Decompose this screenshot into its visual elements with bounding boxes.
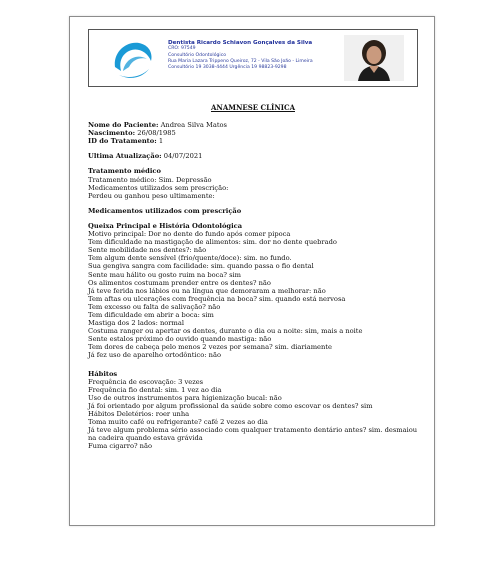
document-page — [69, 16, 435, 526]
habit-line: Frequência fio dental: sim. 1 vez ao dia — [88, 385, 222, 394]
complaint-line: Tem dores de cabeça pelo menos 2 vezes por semana? sim. diariamente — [88, 343, 332, 352]
clinic-logo-icon — [109, 37, 155, 81]
clinic-info — [168, 40, 313, 71]
section-heading-habits: Hábitos — [88, 369, 118, 378]
treatment-id-row — [88, 137, 418, 145]
complaint-line: Costuma ranger ou apertar os dentes, durante o dia ou a noite: sim, mais a noite — [88, 327, 363, 336]
treatment-id-label: ID do Tratamento: — [88, 137, 157, 146]
section-heading-complaint: Queixa Principal e História Odontológica — [88, 221, 243, 230]
last-update-label: Ultima Atualização: — [88, 152, 162, 161]
complaint-line: Já fez uso de aparelho ortodôntico: não — [88, 351, 221, 360]
complaint-line: Sente mau hálito ou gosto ruim na boca? sim — [88, 270, 242, 279]
dentist-name: Dentista Ricardo Schiavon Gonçalves da Silva — [168, 40, 313, 46]
anamnesis-content — [88, 104, 418, 450]
treatment-id: 1 — [158, 137, 164, 146]
birth-date: 26/08/1985 — [137, 129, 176, 138]
spacer — [88, 215, 418, 222]
complaint-line: Tem aftas ou ulcerações com frequência na boca? sim. quando está nervosa — [88, 294, 346, 303]
section-heading-treatment: Tratamento médico — [88, 167, 161, 176]
patient-name: Andrea Silva Matos — [160, 121, 227, 130]
complaint-line: Já teve ferida nos lábios ou na língua que demoraram a melhorar: não — [88, 286, 326, 295]
address: Rua Maria Lazara Trippeno Queiroz, 72 - Vila São João - Limeira — [168, 58, 313, 64]
spacer — [88, 160, 418, 167]
habit-line: Uso de outros instrumentos para higienização bucal: não — [88, 393, 282, 402]
treatment-line: Medicamentos utilizados sem prescrição: — [88, 183, 229, 192]
habit-line: Já teve algum problema sério associado com qualquer tratamento dentário antes? sim. desmaiou na cadeira quando estava grávida — [88, 426, 418, 443]
dentist-photo — [344, 35, 404, 81]
complaint-line: Tem excesso ou falta de salivação? não — [88, 302, 221, 311]
treatment-line: Tratamento médico: Sim. Depressão — [88, 175, 212, 184]
complaint-line: Sua gengiva sangra com facilidade: sim. quando passa o fio dental — [88, 262, 314, 271]
phones: Consultório 19 3038-4444 Urgência 19 98823-9298 — [168, 65, 287, 71]
document-title: ANAMNESE CLÍNICA — [210, 103, 295, 112]
habit-line: Toma muito café ou refrigerante? café 2 vezes ao dia — [88, 418, 268, 427]
complaint-line: Motivo principal: Dor no dente do fundo após comer pipoca — [88, 230, 291, 239]
birth-label: Nascimento: — [88, 129, 136, 138]
habit-line: Frequência de escovação: 3 vezes — [88, 377, 204, 386]
patient-name-label: Nome do Paciente: — [88, 121, 159, 130]
last-update-row — [88, 152, 418, 160]
complaint-line: Mastiga dos 2 lados: normal — [88, 319, 184, 328]
patient-name-row — [88, 121, 418, 129]
habit-line: Fuma cigarro? não — [88, 442, 153, 451]
complaint-line: Tem algum dente sensível (frio/quente/doce): sim. no fundo. — [88, 254, 292, 263]
spacer — [88, 200, 418, 207]
letterhead — [88, 29, 418, 87]
last-update: 04/07/2021 — [163, 152, 203, 161]
habit-line: Hábitos Deletérios: roer unha — [88, 410, 190, 418]
complaint-line: Tem dificuldade em abrir a boca: sim — [88, 310, 214, 319]
section-heading-prescribed: Medicamentos utilizados com prescrição — [88, 206, 242, 215]
portrait-icon — [344, 35, 404, 81]
spacer — [88, 360, 418, 370]
complaint-line: Sente estalos próximo do ouvido quando mastiga: não — [88, 335, 272, 344]
birth-row — [88, 129, 418, 137]
cro-number: CRO: 97549 — [168, 46, 196, 52]
spacer — [88, 145, 418, 152]
habit-line: Já foi orientado por algum profissional da saúde sobre como escovar os dentes? sim — [88, 401, 373, 410]
complaint-line: Sente mobilidade nos dentes?: não — [88, 246, 207, 255]
treatment-line: Perdeu ou ganhou peso ultimamente: — [88, 191, 215, 200]
complaint-line: Os alimentos costumam prender entre os dentes? não — [88, 278, 271, 287]
complaint-line: Tem dificuldade na mastigação de alimentos: sim. dor no dente quebrado — [88, 238, 337, 247]
office-name: Consultório Odontológico — [168, 52, 227, 58]
